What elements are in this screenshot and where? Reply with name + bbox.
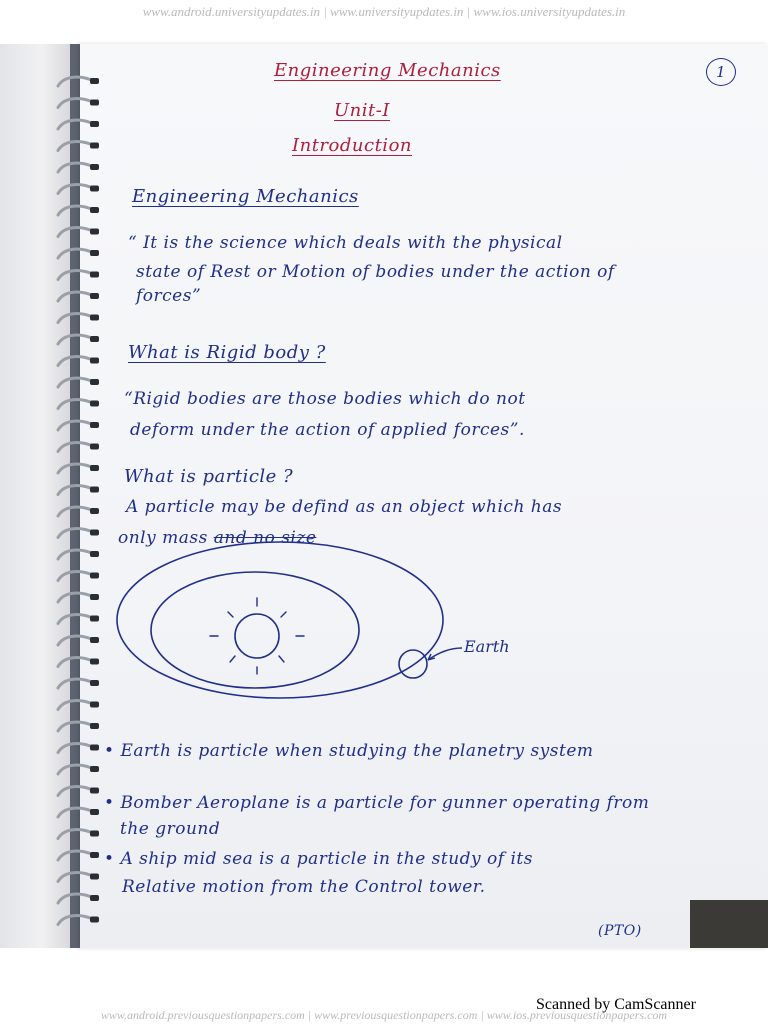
spiral-hole bbox=[90, 766, 99, 772]
bullet-item-1: • Earth is particle when studying the planetry system bbox=[104, 741, 594, 761]
spiral-hole bbox=[90, 659, 99, 665]
spiral-hole bbox=[90, 78, 99, 84]
spiral-hole bbox=[90, 143, 99, 149]
spiral-hole bbox=[90, 293, 99, 299]
bullet-item-2: • Bomber Aeroplane is a particle for gunner operating from bbox=[104, 793, 650, 813]
spiral-hole bbox=[90, 272, 99, 278]
rigid-definition-line-1: “Rigid bodies are those bodies which do not bbox=[124, 389, 526, 409]
em-definition-line-2: state of Rest or Motion of bodies under the action of bbox=[136, 262, 615, 282]
spiral-binding bbox=[50, 60, 110, 950]
spiral-hole bbox=[90, 594, 99, 600]
desk-corner bbox=[690, 900, 768, 948]
spiral-hole bbox=[90, 186, 99, 192]
spiral-hole bbox=[90, 465, 99, 471]
em-definition-line-3: forces” bbox=[136, 286, 202, 306]
rigid-body-heading: What is Rigid body ? bbox=[128, 342, 326, 363]
page-title: Engineering Mechanics bbox=[274, 60, 501, 81]
unit-label: Unit-I bbox=[334, 100, 390, 121]
spiral-hole bbox=[90, 229, 99, 235]
spiral-hole bbox=[90, 207, 99, 213]
spiral-hole bbox=[90, 551, 99, 557]
bullet-3-line-2: Relative motion from the Control tower. bbox=[122, 877, 486, 897]
spiral-hole bbox=[90, 831, 99, 837]
bullet-item-3: • A ship mid sea is a particle in the study of its bbox=[104, 849, 533, 869]
bullet-2-line-1: Bomber Aeroplane is a particle for gunner operating from bbox=[120, 793, 650, 813]
spiral-hole bbox=[90, 702, 99, 708]
spiral-hole bbox=[90, 723, 99, 729]
spiral-hole bbox=[90, 100, 99, 106]
spiral-hole bbox=[90, 637, 99, 643]
spiral-hole bbox=[90, 917, 99, 923]
spiral-hole bbox=[90, 444, 99, 450]
earth-particle bbox=[399, 650, 427, 678]
spiral-hole bbox=[90, 422, 99, 428]
intro-subtitle: Introduction bbox=[292, 135, 412, 156]
bullet-1-line-1: Earth is particle when studying the planetry system bbox=[120, 741, 594, 761]
watermark-top: www.android.universityupdates.in | www.universityupdates.in | www.ios.universityupdates.in bbox=[142, 4, 626, 19]
spiral-hole bbox=[90, 379, 99, 385]
pto-note: (PTO) bbox=[598, 923, 642, 939]
bullet-2-line-2: the ground bbox=[120, 819, 221, 839]
spiral-hole bbox=[90, 530, 99, 536]
spiral-hole bbox=[90, 745, 99, 751]
spiral-hole bbox=[90, 336, 99, 342]
inner-orbit bbox=[151, 572, 359, 688]
spiral-hole bbox=[90, 852, 99, 858]
particle-definition-line-1: A particle may be defind as an object which has bbox=[126, 497, 563, 517]
spiral-hole bbox=[90, 616, 99, 622]
spiral-hole bbox=[90, 573, 99, 579]
spiral-hole bbox=[90, 680, 99, 686]
spiral-hole bbox=[90, 487, 99, 493]
sun-rays bbox=[210, 598, 304, 674]
particle-heading: What is particle ? bbox=[124, 466, 294, 487]
particle-struck-text: and no size bbox=[213, 528, 317, 548]
spiral-hole bbox=[90, 895, 99, 901]
spiral-hole bbox=[90, 121, 99, 127]
em-definition-line-1: “ It is the science which deals with the physical bbox=[128, 233, 563, 253]
earth-orbit-diagram bbox=[110, 540, 540, 710]
em-heading: Engineering Mechanics bbox=[132, 186, 359, 207]
spiral-hole bbox=[90, 250, 99, 256]
spiral-hole bbox=[90, 315, 99, 321]
rigid-definition-line-2: deform under the action of applied forces”. bbox=[130, 420, 525, 440]
outer-orbit bbox=[117, 542, 443, 698]
spiral-hole bbox=[90, 164, 99, 170]
bullet-3-line-1: A ship mid sea is a particle in the study of its bbox=[120, 849, 533, 869]
spiral-hole bbox=[90, 401, 99, 407]
watermark-bottom: www.android.previousquestionpapers.com | www.previousquestionpapers.com | www.ios.previousquestionpapers.com bbox=[100, 1008, 668, 1022]
earth-label: Earth bbox=[464, 637, 510, 656]
spiral-hole bbox=[90, 809, 99, 815]
camscanner-label: Scanned by CamScanner bbox=[536, 996, 696, 1013]
spiral-hole bbox=[90, 874, 99, 880]
spiral-hole bbox=[90, 358, 99, 364]
particle-kept-text: only mass bbox=[118, 528, 208, 548]
page-number: 1 bbox=[706, 58, 736, 86]
spiral-hole bbox=[90, 508, 99, 514]
spiral-hole bbox=[90, 788, 99, 794]
sun bbox=[235, 614, 279, 658]
